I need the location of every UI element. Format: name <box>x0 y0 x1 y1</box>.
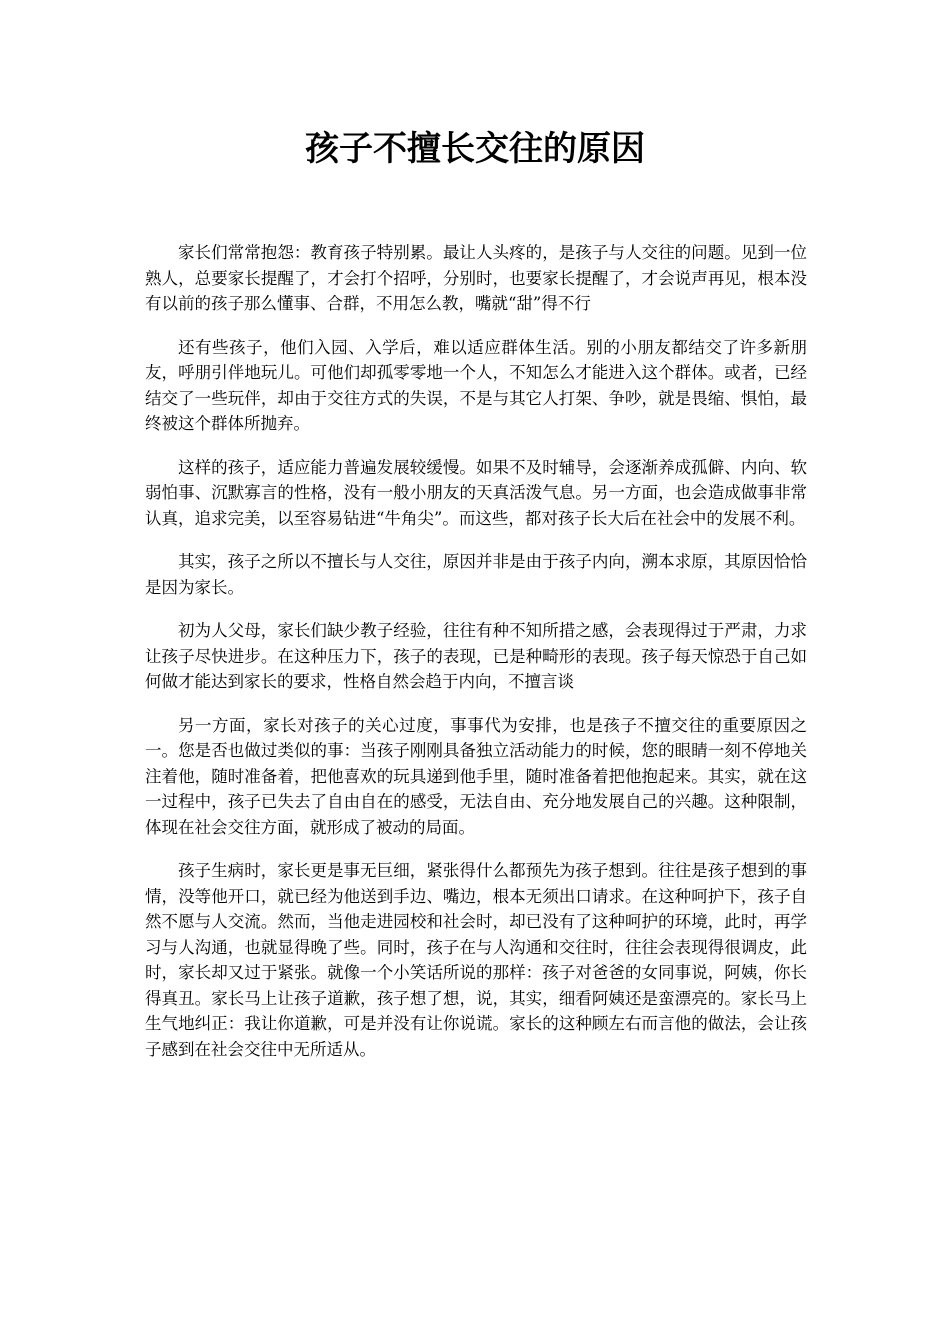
paragraph: 家长们常常抱怨：教育孩子特别累。最让人头疼的，是孩子与人交往的问题。见到一位熟人，总要家长提醒了，才会打个招呼，分别时，也要家长提醒了，才会说声再见，根本没有以前的孩子那么懂事、合群，不用怎么教，嘴就“甜”得不行 <box>145 243 807 313</box>
paragraph: 初为人父母，家长们缺少教子经验，往往有种不知所措之感，会表现得过于严肃，力求让孩子尽快进步。在这种压力下，孩子的表现，已是种畸形的表现。孩子每天惊恐于自己如何做才能达到家长的要求，性格自然会趋于内向，不擅言谈 <box>145 621 807 691</box>
paragraph: 另一方面，家长对孩子的关心过度，事事代为安排，也是孩子不擅交往的重要原因之一。您是否也做过类似的事：当孩子刚刚具备独立活动能力的时候，您的眼睛一刻不停地关注着他，随时准备着，把他喜欢的玩具递到他手里，随时准备着把他抱起来。其实，就在这一过程中，孩子已失去了自由自在的感受，无法自由、充分地发展自己的兴趣。这种限制，体现在社会交往方面，就形成了被动的局面。 <box>145 715 807 837</box>
document-body <box>145 240 807 1080</box>
paragraph: 还有些孩子，他们入园、入学后，难以适应群体生活。别的小朋友都结交了许多新朋友，呼朋引伴地玩儿。可他们却孤零零地一个人，不知怎么才能进入这个群体。或者，已经结交了一些玩伴，却由于交往方式的失误，不是与其它人打架、争吵，就是畏缩、惧怕，最终被这个群体所抛弃。 <box>145 337 807 433</box>
paragraph: 这样的孩子，适应能力普遍发展较缓慢。如果不及时辅导，会逐渐养成孤僻、内向、软弱怕事、沉默寡言的性格，没有一般小朋友的天真活泼气息。另一方面，也会造成做事非常认真，追求完美，以至容易钻进“牛角尖”。而这些，都对孩子长大后在社会中的发展不利。 <box>145 457 807 528</box>
document-title: 孩子不擅长交往的原因 <box>305 129 645 169</box>
paragraph: 其实，孩子之所以不擅长与人交往，原因并非是由于孩子内向，溯本求原，其原因恰恰是因为家长。 <box>145 552 807 597</box>
paragraph: 孩子生病时，家长更是事无巨细，紧张得什么都预先为孩子想到。往往是孩子想到的事情，没等他开口，就已经为他送到手边、嘴边，根本无须出口请求。在这种呵护下，孩子自然不愿与人交流。然而，当他走进园校和社会时，却已没有了这种呵护的环境，此时，再学习与人沟通，也就显得晚了些。同时，孩子在与人沟通和交往时，往往会表现得很调皮，此时，家长却又过于紧张。就像一个小笑话所说的那样：孩子对爸爸的女同事说，阿姨，你长得真丑。家长马上让孩子道歉，孩子想了想，说，其实，细看阿姨还是蛮漂亮的。家长马上生气地纠正：我让你道歉，可是并没有让你说谎。家长的这种顾左右而言他的做法，会让孩子感到在社会交往中无所适从。 <box>145 861 807 1059</box>
